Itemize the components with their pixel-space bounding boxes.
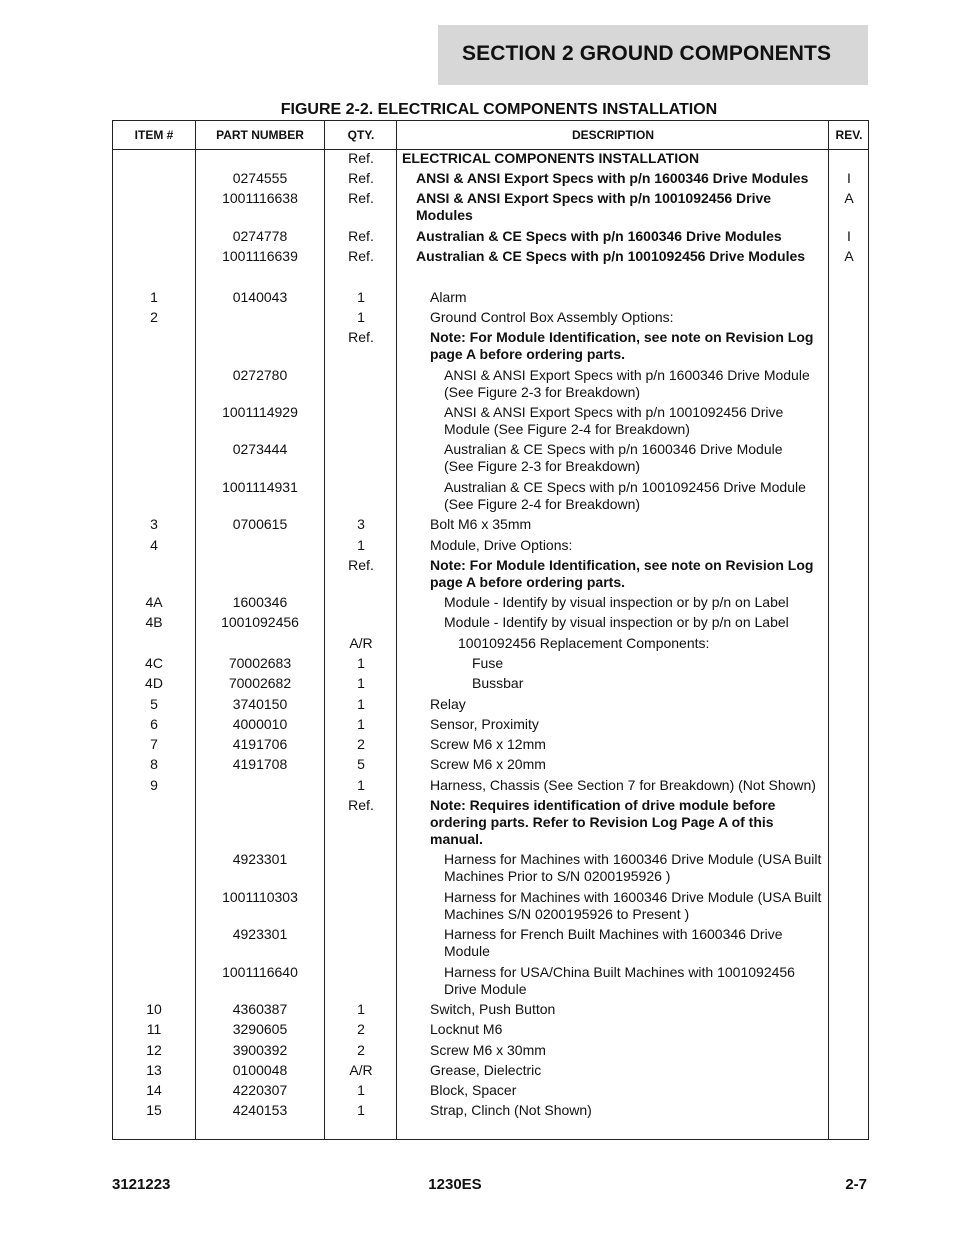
header-part-number: PART NUMBER — [216, 128, 304, 142]
description-cell: Screw M6 x 12mm — [430, 736, 546, 752]
qty-cell: 1 — [357, 1001, 365, 1017]
item-cell: 4A — [145, 594, 163, 610]
footer-model: 1230ES — [428, 1176, 482, 1193]
description-cell: Fuse — [472, 655, 504, 671]
item-cell: 11 — [146, 1021, 162, 1037]
item-cell: 1 — [150, 289, 158, 305]
description-cell: Relay — [430, 696, 466, 712]
part-number-cell: 1600346 — [232, 594, 288, 610]
description-cell: Alarm — [430, 289, 467, 305]
description-cell: Australian & CE Specs with p/n 1600346 Drive Module (See Figure 2-3 for Breakdown) — [444, 441, 783, 474]
qty-cell: 1 — [357, 675, 365, 691]
description-cell: Australian & CE Specs with p/n 1600346 Drive Modules — [416, 228, 782, 244]
qty-cell: 1 — [357, 655, 365, 671]
column-divider — [396, 121, 397, 1139]
item-cell: 15 — [146, 1102, 162, 1118]
part-number-cell: 1001116638 — [222, 190, 298, 206]
part-number-cell: 4923301 — [232, 926, 288, 942]
description-cell: ELECTRICAL COMPONENTS INSTALLATION — [402, 150, 700, 166]
qty-cell: 1 — [357, 716, 365, 732]
part-number-cell: 70002682 — [228, 675, 292, 691]
part-number-cell: 4360387 — [232, 1001, 288, 1017]
qty-cell: A/R — [349, 1062, 373, 1078]
description-cell: Harness for French Built Machines with 1600346 Drive Module — [444, 926, 783, 959]
qty-cell: 1 — [357, 289, 365, 305]
parts-table — [112, 120, 869, 1140]
description-cell: Switch, Push Button — [430, 1001, 556, 1017]
qty-cell: 1 — [357, 1082, 365, 1098]
part-number-cell: 4240153 — [232, 1102, 288, 1118]
part-number-cell: 3290605 — [232, 1021, 288, 1037]
description-cell: Australian & CE Specs with p/n 1001092456 Drive Modules — [416, 248, 806, 264]
qty-cell: Ref. — [348, 170, 374, 186]
header-rev: REV. — [835, 128, 863, 142]
description-cell: Note: For Module Identification, see note on Revision Log page A before ordering parts. — [430, 329, 814, 362]
qty-cell: Ref. — [348, 248, 374, 264]
description-cell: Australian & CE Specs with p/n 1001092456 Drive Module (See Figure 2-4 for Breakdown) — [444, 479, 806, 512]
description-cell: Locknut M6 — [430, 1021, 503, 1037]
part-number-cell: 1001092456 — [221, 614, 299, 630]
description-cell: ANSI & ANSI Export Specs with p/n 1001092456 Drive Module (See Figure 2-4 for Breakdown) — [444, 404, 784, 437]
part-number-cell: 1001114929 — [222, 404, 298, 420]
qty-cell: 1 — [357, 696, 365, 712]
part-number-cell: 70002683 — [228, 655, 292, 671]
description-cell: ANSI & ANSI Export Specs with p/n 1001092456 Drive Modules — [416, 190, 772, 223]
rev-cell: A — [844, 190, 854, 206]
footer-doc-number: 3121223 — [112, 1176, 171, 1193]
item-cell: 6 — [150, 716, 158, 732]
part-number-cell: 3740150 — [232, 696, 288, 712]
description-cell: Harness for Machines with 1600346 Drive Module (USA Built Machines Prior to S/N 0200195926 ) — [444, 851, 822, 884]
description-cell: Grease, Dielectric — [430, 1062, 542, 1078]
description-cell: Bussbar — [472, 675, 524, 691]
rev-cell: I — [847, 228, 851, 244]
qty-cell: A/R — [349, 635, 373, 651]
part-number-cell: 0273444 — [232, 441, 288, 457]
header-item: ITEM # — [134, 128, 174, 142]
figure-title: FIGURE 2-2. ELECTRICAL COMPONENTS INSTALLATION — [280, 101, 718, 118]
item-cell: 4C — [145, 655, 163, 671]
table-header — [113, 121, 868, 150]
qty-cell: Ref. — [348, 329, 374, 345]
part-number-cell: 0274778 — [232, 228, 288, 244]
qty-cell: 1 — [357, 777, 365, 793]
rev-cell: I — [847, 170, 851, 186]
item-cell: 5 — [150, 696, 158, 712]
description-cell: ANSI & ANSI Export Specs with p/n 1600346 Drive Modules — [416, 170, 809, 186]
description-cell: ANSI & ANSI Export Specs with p/n 1600346 Drive Module (See Figure 2-3 for Breakdown) — [444, 367, 810, 400]
column-divider — [828, 121, 829, 1139]
qty-cell: 3 — [357, 516, 365, 532]
description-cell: Bolt M6 x 35mm — [430, 516, 532, 532]
qty-cell: Ref. — [348, 557, 374, 573]
qty-cell: Ref. — [348, 150, 374, 166]
part-number-cell: 0274555 — [232, 170, 288, 186]
rev-cell: A — [844, 248, 854, 264]
description-cell: Harness for Machines with 1600346 Drive Module (USA Built Machines S/N 0200195926 to Present ) — [444, 889, 822, 922]
item-cell: 8 — [150, 756, 158, 772]
item-cell: 4B — [145, 614, 163, 630]
description-cell: Note: For Module Identification, see note on Revision Log page A before ordering parts. — [430, 557, 814, 590]
part-number-cell: 4220307 — [232, 1082, 288, 1098]
description-cell: Ground Control Box Assembly Options: — [430, 309, 674, 325]
item-cell: 10 — [146, 1001, 162, 1017]
item-cell: 9 — [150, 777, 158, 793]
item-cell: 14 — [146, 1082, 162, 1098]
description-cell: Module - Identify by visual inspection or by p/n on Label — [444, 614, 789, 630]
qty-cell: 2 — [357, 1021, 365, 1037]
part-number-cell: 4000010 — [232, 716, 288, 732]
item-cell: 2 — [150, 309, 158, 325]
item-cell: 3 — [150, 516, 158, 532]
section-banner — [438, 25, 868, 85]
item-cell: 12 — [146, 1042, 162, 1058]
qty-cell: 2 — [357, 1042, 365, 1058]
qty-cell: 1 — [357, 537, 365, 553]
part-number-cell: 4923301 — [232, 851, 288, 867]
part-number-cell: 0700615 — [232, 516, 288, 532]
description-cell: Note: Requires identification of drive module before ordering parts. Refer to Revision Log Page A of this manual. — [430, 797, 776, 847]
qty-cell: 1 — [357, 1102, 365, 1118]
part-number-cell: 1001110303 — [222, 889, 298, 905]
header-qty: QTY. — [347, 128, 375, 142]
section-title: SECTION 2 GROUND COMPONENTS — [462, 42, 832, 65]
qty-cell: Ref. — [348, 190, 374, 206]
qty-cell: 5 — [357, 756, 365, 772]
description-cell: Sensor, Proximity — [430, 716, 539, 732]
description-cell: Harness, Chassis (See Section 7 for Breakdown) (Not Shown) — [430, 777, 816, 793]
qty-cell: Ref. — [348, 228, 374, 244]
part-number-cell: 1001114931 — [222, 479, 298, 495]
part-number-cell: 0272780 — [232, 367, 288, 383]
header-description: DESCRIPTION — [571, 128, 654, 142]
qty-cell: 2 — [357, 736, 365, 752]
qty-cell: 1 — [357, 309, 365, 325]
part-number-cell: 4191708 — [232, 756, 288, 772]
part-number-cell: 1001116639 — [222, 248, 298, 264]
part-number-cell: 0100048 — [232, 1062, 288, 1078]
footer-page-number: 2-7 — [845, 1176, 867, 1193]
part-number-cell: 0140043 — [232, 289, 288, 305]
part-number-cell: 1001116640 — [222, 964, 298, 980]
qty-cell: Ref. — [348, 797, 374, 813]
description-cell: Harness for USA/China Built Machines with 1001092456 Drive Module — [444, 964, 795, 997]
description-cell: Screw M6 x 30mm — [430, 1042, 546, 1058]
item-cell: 7 — [150, 736, 158, 752]
description-cell: Module, Drive Options: — [430, 537, 573, 553]
description-cell: Module - Identify by visual inspection or by p/n on Label — [444, 594, 789, 610]
item-cell: 4 — [150, 537, 158, 553]
part-number-cell: 3900392 — [232, 1042, 288, 1058]
description-cell: Screw M6 x 20mm — [430, 756, 546, 772]
item-cell: 4D — [145, 675, 163, 691]
description-cell: Strap, Clinch (Not Shown) — [430, 1102, 592, 1118]
part-number-cell: 4191706 — [232, 736, 288, 752]
description-cell: 1001092456 Replacement Components: — [458, 635, 710, 651]
item-cell: 13 — [146, 1062, 162, 1078]
description-cell: Block, Spacer — [430, 1082, 517, 1098]
